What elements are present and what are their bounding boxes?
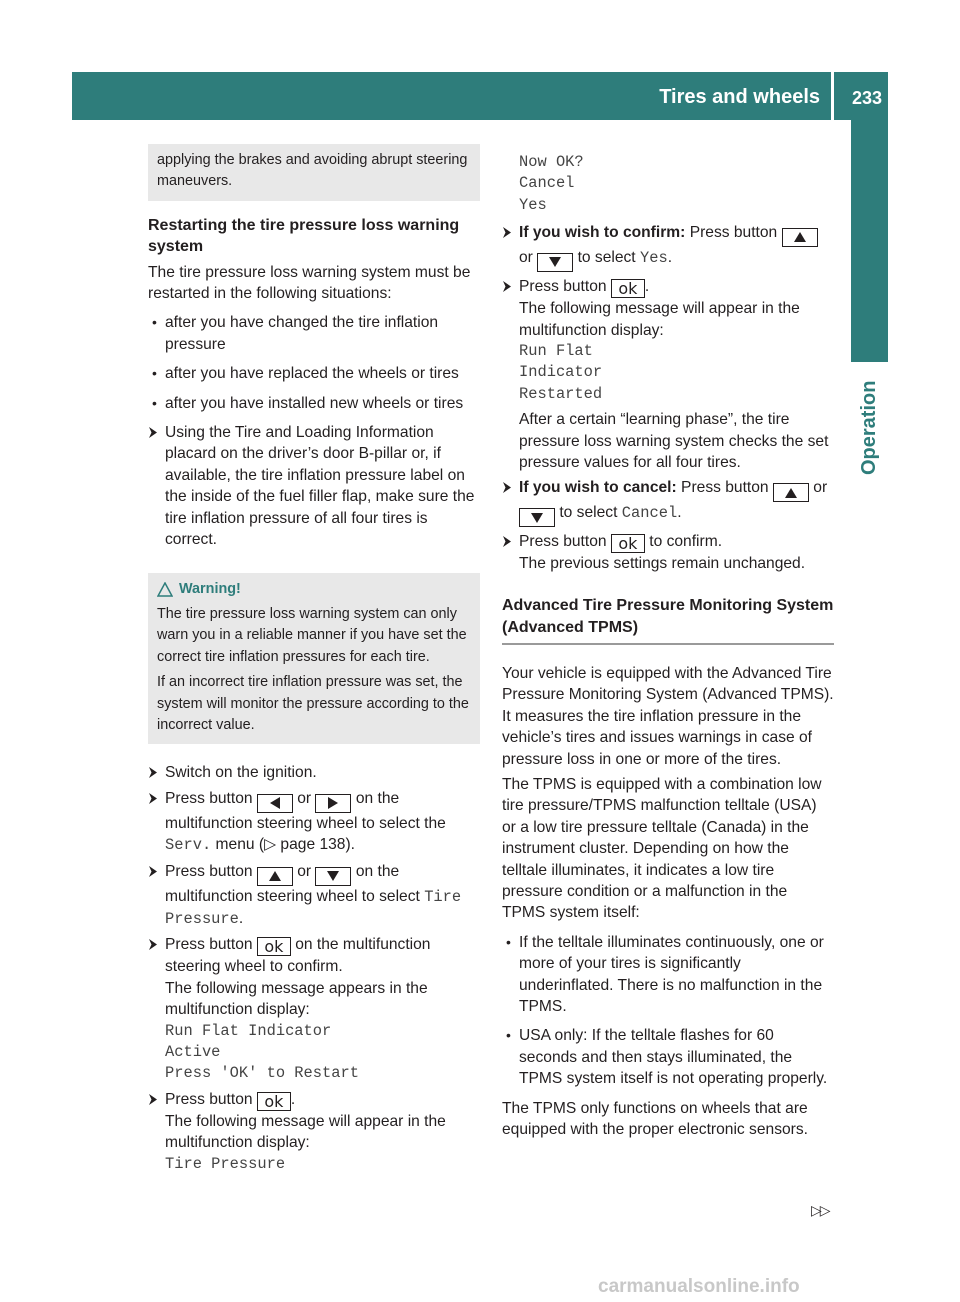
page-ref-arrow-icon: ▷ bbox=[264, 836, 277, 854]
display-line: Yes bbox=[519, 195, 547, 214]
down-arrow-key-icon bbox=[537, 253, 573, 272]
down-arrow-key-icon bbox=[315, 867, 351, 886]
down-arrow-key-icon bbox=[519, 508, 555, 527]
ok-key-icon: ok bbox=[611, 279, 645, 298]
paragraph: Your vehicle is equipped with the Advanced Tire Pressure Monitoring System (Advanced TPMS). It measures the tire inflation pressure in the vehicle’s tires and issues warnings in case of pressure loss in one or more of the tires. bbox=[502, 664, 834, 768]
left-arrow-key-icon bbox=[257, 794, 293, 813]
side-tab-block bbox=[851, 120, 888, 362]
display-line: Active bbox=[165, 1043, 221, 1061]
display-line: Tire Pressure bbox=[165, 1154, 286, 1173]
warning-text: If an incorrect tire inflation pressure was set, the system will monitor the pressure according to the incorrect value. bbox=[157, 674, 469, 733]
restart-heading: Restarting the tire pressure loss warning system bbox=[148, 216, 460, 256]
ok-key-icon: ok bbox=[611, 534, 645, 553]
watermark: carmanualsonline.info bbox=[598, 1276, 800, 1297]
menu-name: Serv. bbox=[165, 836, 212, 855]
step-arrow-icon bbox=[502, 281, 512, 292]
restart-intro: The tire pressure loss warning system must be restarted in the following situations: bbox=[148, 263, 471, 303]
display-line: Restarted bbox=[519, 384, 603, 403]
step-arrow-icon bbox=[148, 866, 158, 877]
step-ignition: Switch on the ignition. bbox=[148, 762, 480, 783]
side-tab-label: Operation bbox=[858, 380, 880, 476]
step-select-serv: Press button or on the multifunction steering wheel to select the Serv. menu (▷ page 138). bbox=[148, 788, 480, 857]
step-select-tire-pressure: Press button or on the multifunction steering wheel to select Tire Pressure. bbox=[148, 861, 480, 931]
display-line: Run Flat bbox=[519, 342, 593, 361]
menu-value: Yes bbox=[639, 249, 668, 268]
step-confirm: If you wish to confirm: Press button or to select Yes. bbox=[502, 222, 834, 272]
warning-triangle-icon bbox=[157, 582, 173, 597]
up-arrow-key-icon bbox=[782, 228, 818, 247]
warning-title: Warning! bbox=[157, 579, 472, 600]
paragraph: The TPMS is equipped with a combination low tire pressure/TPMS malfunction telltale (USA) or a low tire pressure telltale (Canada) in the instrument cluster. Depending on how the telltale illuminates, it indicates a low tire pressure condition or a malfunction in the TPMS system itself: bbox=[502, 775, 822, 922]
list-item: • after you have changed the tire inflation pressure bbox=[148, 312, 480, 355]
page-number: 233 bbox=[851, 88, 882, 108]
right-column bbox=[502, 152, 834, 1140]
list-item: • after you have installed new wheels or tires bbox=[148, 393, 480, 414]
shaded-text: applying the brakes and avoiding abrupt steering maneuvers. bbox=[157, 152, 468, 190]
step-arrow-icon bbox=[148, 427, 158, 438]
step-arrow-icon bbox=[148, 1094, 158, 1105]
page-reference: page 138). bbox=[280, 836, 355, 854]
display-line: Press 'OK' to Restart bbox=[165, 1064, 359, 1083]
display-continuation bbox=[502, 152, 834, 216]
display-line: Now OK? bbox=[519, 153, 584, 171]
step-arrow-icon bbox=[502, 536, 512, 547]
header-bar bbox=[72, 72, 888, 120]
step-arrow-icon bbox=[148, 793, 158, 804]
warning-box bbox=[148, 573, 480, 745]
up-arrow-key-icon bbox=[773, 483, 809, 502]
list-item: • after you have replaced the wheels or tires bbox=[148, 363, 480, 384]
display-line: Cancel bbox=[519, 174, 575, 193]
warning-text: The tire pressure loss warning system can only warn you in a reliable manner if you have set the correct tire inflation pressures for each tire. bbox=[157, 605, 467, 665]
shaded-continuation bbox=[148, 144, 480, 201]
step-press-ok: Press button ok . The following message will appear in the multifunction display: Tire Pressure bbox=[148, 1089, 480, 1175]
step-arrow-icon bbox=[148, 767, 158, 778]
menu-value: Cancel bbox=[621, 504, 678, 523]
step-arrow-icon bbox=[148, 939, 158, 950]
menu-value: Tire Pressure bbox=[165, 887, 462, 928]
display-line: Run Flat Indicator bbox=[165, 1021, 332, 1040]
section-heading: Advanced Tire Pressure Monitoring System (Advanced TPMS) bbox=[502, 595, 834, 645]
list-item: • If the telltale illuminates continuously, one or more of your tires is significantly underinflated. There is no malfunction in the TPMS. bbox=[502, 932, 834, 1018]
paragraph: The TPMS only functions on wheels that are equipped with the proper electronic sensors. bbox=[502, 1099, 808, 1138]
ok-key-icon: ok bbox=[257, 937, 291, 956]
list-item: • USA only: If the telltale flashes for 60 seconds and then stays illuminated, the TPMS system itself is not operating properly. bbox=[502, 1025, 834, 1089]
up-arrow-key-icon bbox=[257, 867, 293, 886]
step-press-ok: Press button ok . The following message will appear in the multifunction display: Run Flat Indicator Restarted After a certain “learning phase”, the tire pressure loss warning system checks the set pressure values for all four tires. bbox=[502, 276, 834, 473]
step-arrow-icon bbox=[502, 482, 512, 493]
chapter-title: Tires and wheels bbox=[659, 86, 820, 108]
ok-key-icon: ok bbox=[257, 1092, 291, 1111]
left-column bbox=[148, 144, 480, 1175]
display-line: Indicator bbox=[519, 363, 603, 382]
continue-arrow-icon: ▷▷ bbox=[811, 1202, 829, 1218]
step-confirm-ok: Press button ok on the multifunction steering wheel to confirm. The following message appears in the multifunction display: Run Flat Indicator Active Press 'OK' to Restart bbox=[148, 934, 480, 1084]
header-divider bbox=[831, 72, 834, 120]
step-cancel: If you wish to cancel: Press button or to select Cancel. bbox=[502, 477, 834, 527]
step-check-pressure: Using the Tire and Loading Information placard on the driver’s door B-pillar or, if available, the tire inflation pressure label on the inside of the fuel filler flap, make sure the tire inflation pressure of all four tires is correct. bbox=[148, 422, 480, 550]
step-press-ok-confirm: Press button ok to confirm. The previous settings remain unchanged. bbox=[502, 531, 834, 574]
right-arrow-key-icon bbox=[315, 794, 351, 813]
step-arrow-icon bbox=[502, 227, 512, 238]
